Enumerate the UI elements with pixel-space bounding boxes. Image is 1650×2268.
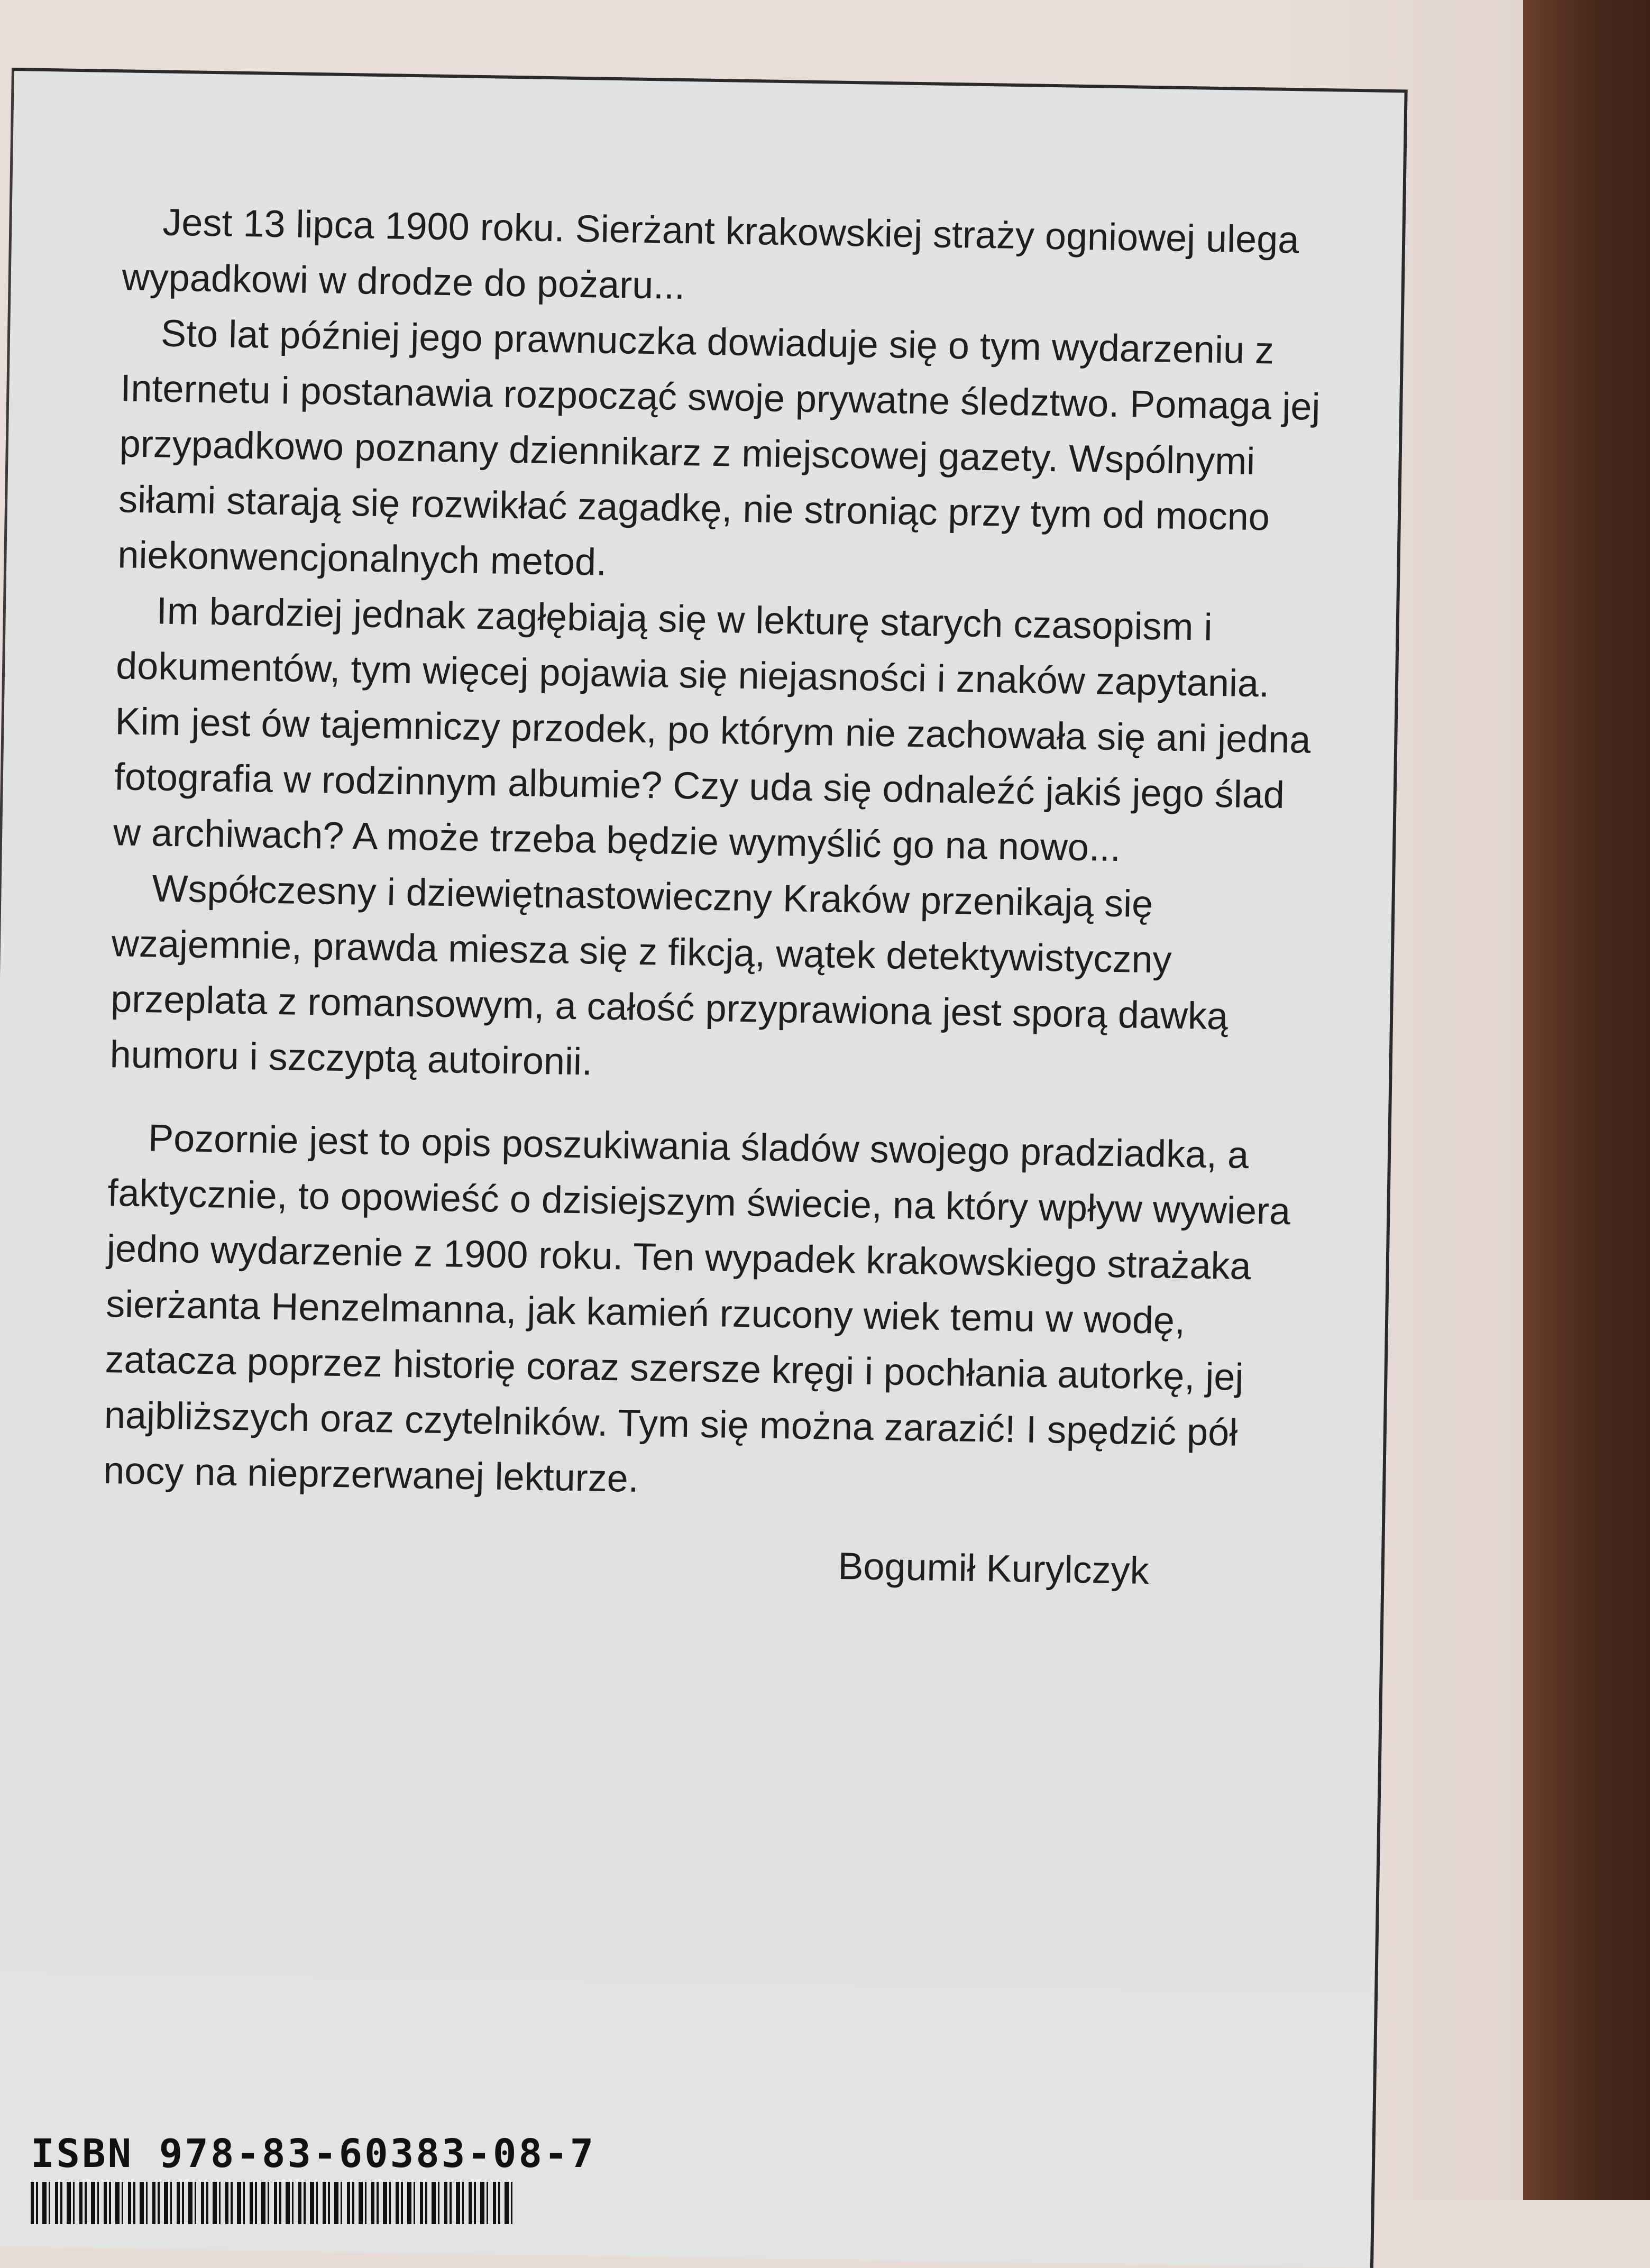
paragraph-3: Im bardziej jednak zagłębiają się w lekturę starych czasopism i dokumentów, tym więcej pojawia się niejasności i znaków zapytania. Kim jest ów tajemniczy przodek, po którym nie zachowała się ani jedna fotografia w rodzinnym albumie? Czy uda się odnaleźć jakiś jego ślad w archiwach? A może trzeba będzie wymyślić go na nowo...: [113, 590, 1312, 870]
table-edge: [1523, 0, 1650, 2200]
barcode: [31, 2182, 517, 2224]
paragraph-2: Sto lat później jego prawnuczka dowiaduje się o tym wydarzeniu z Internetu i postanawia rozpocząć swoje prywatne śledztwo. Pomaga jej przypadkowo poznany dziennikarz z miejscowej gazety. Wspólnymi siłami starają się rozwikłać zagadkę, nie stroniąc przy tym od mocno niekonwencjonalnych metod.: [117, 312, 1321, 584]
text-panel: [0, 68, 1408, 2268]
isbn-block: [31, 2131, 595, 2224]
paragraph-4: Współczesny i dziewiętnastowieczny Kraków przenikają się wzajemnie, prawda miesza się z fikcją, wątek detektywistyczny przeplata z romansowym, a całość przyprawiona jest sporą dawką humoru i szczyptą autoironii.: [109, 867, 1229, 1084]
blurb-text: [102, 194, 1329, 1601]
review-paragraph: Pozornie jest to opis poszukiwania śladów swojego pradziadka, a faktycznie, to opowieść o dzisiejszym świecie, na który wpływ wywiera jedno wydarzenie z 1900 roku. Ten wypadek krakowskiego strażaka sierżanta Henzelmanna, jak kamień rzucony wiek temu w wodę, zatacza poprzez historię coraz szersze kręgi i pochłania autorkę, jej najbliższych oraz czytelników. Tym się można zarazić! I spędzić pół nocy na nieprzerwanej lekturze.: [103, 1117, 1291, 1500]
paragraph-1: Jest 13 lipca 1900 roku. Sierżant krakowskiej straży ogniowej ulega wypadkowi w drodze do pożaru...: [122, 201, 1299, 308]
isbn-number: ISBN 978-83-60383-08-7: [31, 2131, 596, 2177]
review-author: Bogumił Kurylczyk: [837, 1545, 1150, 1593]
